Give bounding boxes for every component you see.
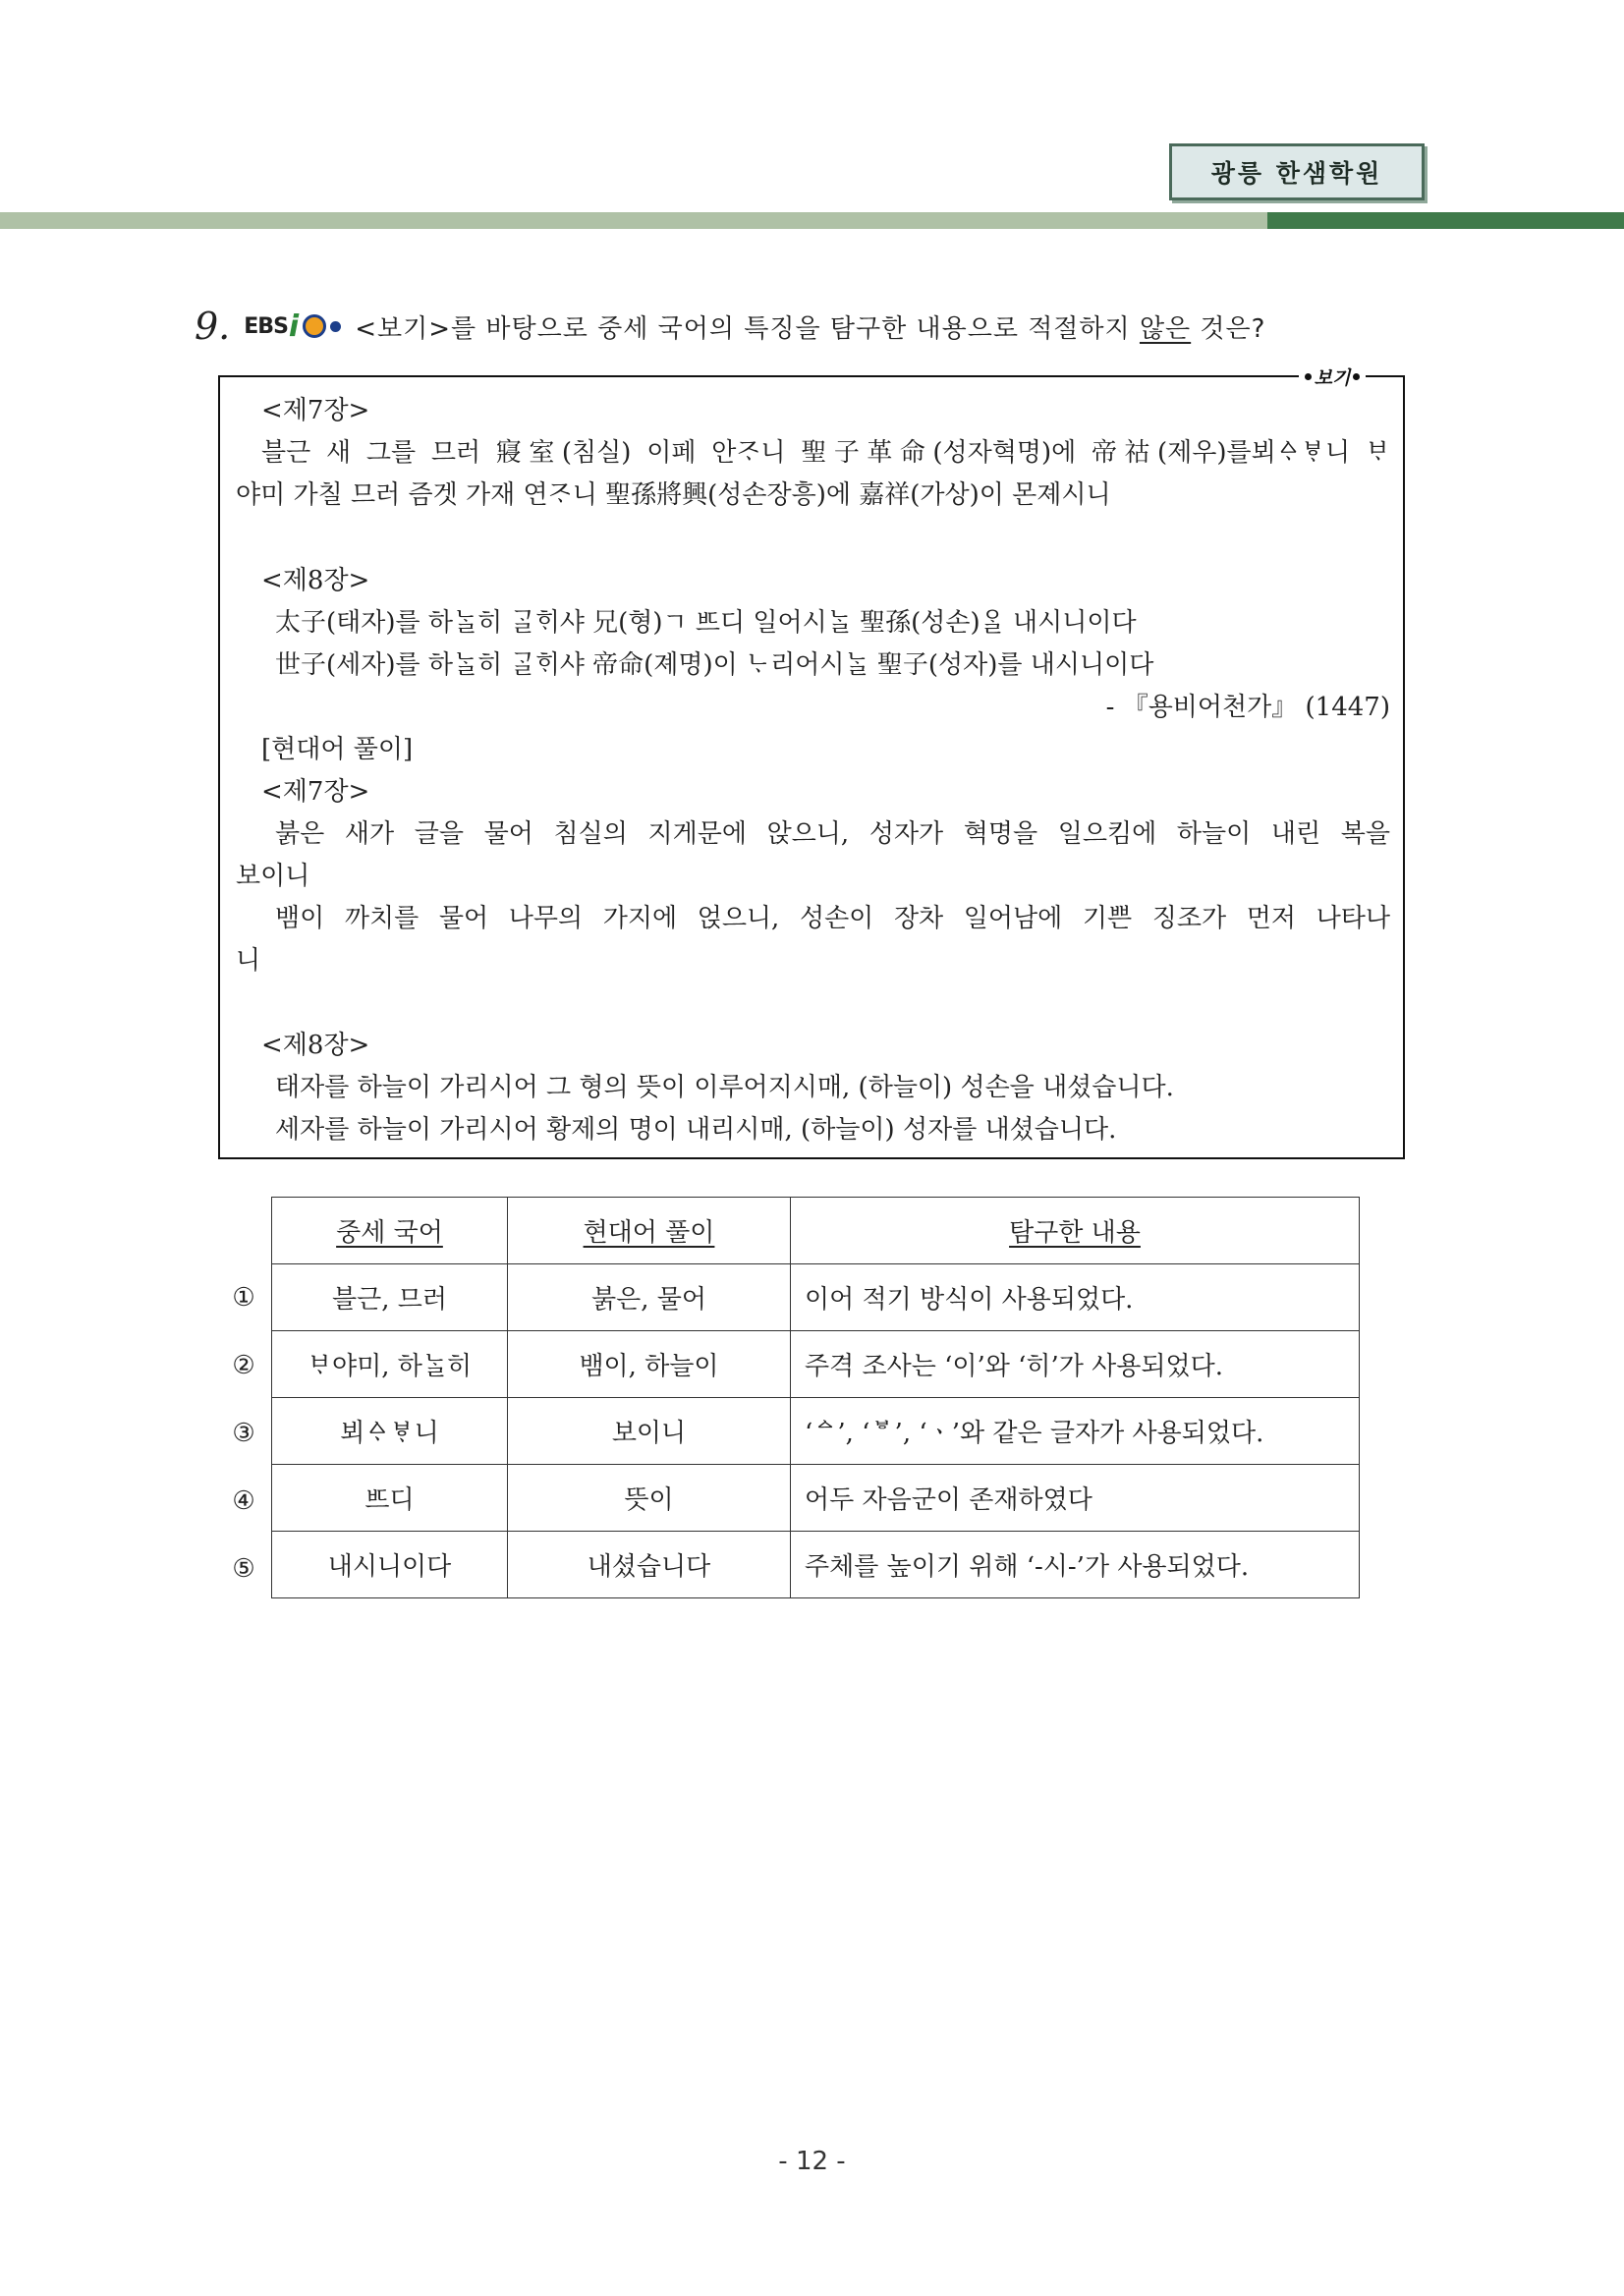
cell-modern: 뱀이, 하늘이 [508,1331,791,1398]
question-number: 9. [195,305,231,348]
choice-marker: ③ [232,1419,255,1448]
choice-marker: ② [232,1351,255,1380]
question-text-before: <보기>를 바탕으로 중세 국어의 특징을 탐구한 내용으로 적절하지 [355,313,1140,344]
cell-old: ᄇᆞ야미, 하ᄂᆞᆯ히 [272,1331,508,1398]
cell-old: 뵈ᅀᆞᄫᆞ니 [272,1398,508,1465]
choice-marker: ④ [232,1486,255,1516]
ebs-logo-circle-icon [303,314,326,338]
bogi-line: 世子(세자)를 하ᄂᆞᆯ히 ᄀᆞᆯᄒᆡ샤 帝命(졔명)이 ᄂᆞ리어시ᄂᆞᆯ 聖子(성자)를 내시니이다 [275,650,1154,680]
table-header-row [272,1198,1360,1264]
header-old-korean [272,1198,508,1264]
bogi-line: <제7장> [261,777,370,807]
cell-modern: 내셨습니다 [508,1532,791,1598]
bogi-line: 니 [236,946,261,976]
question-stem [195,303,1265,350]
question-text-after: 것은? [1191,313,1266,344]
cell-modern: 붉은, 물어 [508,1264,791,1331]
cell-content: 이어 적기 방식이 사용되었다. [791,1264,1360,1331]
ebs-logo [244,309,341,344]
table-row [272,1532,1360,1598]
cell-content: ‘ᅀ’, ‘ᄫ’, ‘ㆍ’와 같은 글자가 사용되었다. [791,1398,1360,1465]
bogi-line: 뱀이 까치를 물어 나무의 가지에 얹으니, 성손이 장차 일어남에 기쁜 징조가 먼저 나타나 [275,904,1390,933]
cell-content: 주체를 높이기 위해 ‘-시-’가 사용되었다. [791,1532,1360,1598]
table-row [272,1398,1360,1465]
question-text [355,308,1265,345]
page-number: - 12 - [778,2147,846,2176]
bogi-dot-right-icon [1353,373,1360,380]
ebs-logo-dot-icon [330,321,341,332]
bogi-label [1299,360,1366,393]
choice-marker: ① [232,1283,255,1313]
bogi-line: <제8장> [261,1031,370,1060]
header-band-light [0,212,1267,229]
choices-table [271,1197,1360,1598]
bogi-line: 太子(태자)를 하ᄂᆞᆯ히 ᄀᆞᆯᄒᆡ샤 兄(형)ㄱ ᄠᅳ디 일어시ᄂᆞᆯ 聖孫(성손)ᄋᆞᆯ 내시니이다 [275,608,1137,638]
cell-modern: 보이니 [508,1398,791,1465]
header-content-label: 탐구한 내용 [1009,1218,1141,1248]
cell-old: 블근, 므러 [272,1264,508,1331]
header-content [791,1198,1360,1264]
header-old-korean-label: 중세 국어 [336,1218,443,1248]
ebs-logo-text: EBS [244,313,288,339]
ebs-logo-i: i [288,308,300,344]
table-row [272,1331,1360,1398]
bogi-line: 블근 새 그를 므러 寢室(침실) 이페 안ᄌᆞ니 聖子革命(성자혁명)에 帝祜(제우)를뵈ᅀᆞᄫᆞ니 ᄇᆞ [261,438,1390,468]
cell-old: 내시니이다 [272,1532,508,1598]
cell-modern: 뜻이 [508,1465,791,1532]
academy-badge: 광릉 한샘학원 [1169,143,1425,200]
header-modern-label: 현대어 풀이 [583,1218,715,1248]
cell-old: ᄠᅳ디 [272,1465,508,1532]
question-text-underlined: 않은 [1139,313,1192,344]
bogi-line: 야미 가칠 므러 즘겟 가재 연ᄌᆞ니 聖孫將興(성손장흥)에 嘉祥(가상)이 몬졔시니 [236,480,1111,510]
bogi-source: - 『용비어천가』 (1447) [1105,693,1390,722]
bogi-line: <제8장> [261,566,370,595]
table-row [272,1465,1360,1532]
bogi-line: [현대어 풀이] [261,735,414,764]
header-band-dark [1267,212,1624,229]
bogi-dot-left-icon [1305,373,1312,380]
bogi-line: 보이니 [236,862,310,891]
cell-content: 어두 자음군이 존재하였다 [791,1465,1360,1532]
bogi-label-text: 보기 [1314,366,1351,389]
bogi-line: 세자를 하늘이 가리시어 황제의 명이 내리시매, (하늘이) 성자를 내셨습니다. [275,1115,1117,1145]
bogi-line: <제7장> [261,396,370,425]
bogi-line: 태자를 하늘이 가리시어 그 형의 뜻이 이루어지시매, (하늘이) 성손을 내셨습니다. [275,1073,1174,1102]
header-modern [508,1198,791,1264]
choice-marker: ⑤ [232,1554,255,1584]
table-row [272,1264,1360,1331]
cell-content: 주격 조사는 ‘이’와 ‘히’가 사용되었다. [791,1331,1360,1398]
bogi-line: 붉은 새가 글을 물어 침실의 지게문에 앉으니, 성자가 혁명을 일으킴에 하늘이 내린 복을 [275,819,1390,849]
